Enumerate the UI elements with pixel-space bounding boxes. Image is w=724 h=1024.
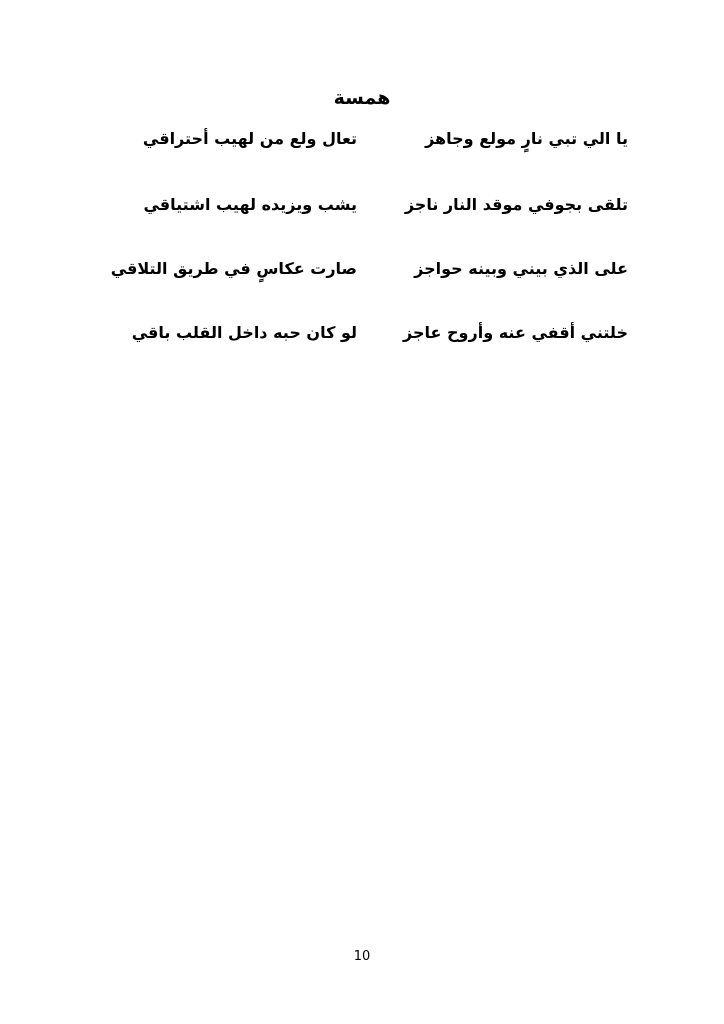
verse-2-second-hemistich: يشب ويزيده لهيب اشتياقي <box>143 195 357 214</box>
verse-4-first-hemistich: خلتني أقفي عنه وأروح عاجز <box>403 323 628 342</box>
verse-3 <box>0 254 724 284</box>
verse-2-first-hemistich: تلقى بجوفي موقد النار ناجز <box>404 195 628 214</box>
verse-1-second-hemistich: تعال ولع من لهيب أحتراقي <box>142 129 357 148</box>
page-number: 10 <box>353 949 371 964</box>
verse-2 <box>0 190 724 220</box>
verse-1 <box>0 124 724 154</box>
verse-3-second-hemistich: صارت عكاسٍ في طريق التلاقي <box>110 259 357 278</box>
verse-4 <box>0 318 724 348</box>
poem-title: همسة <box>333 87 391 109</box>
verse-1-first-hemistich: يا الي تبي نارٍ مولع وجاهز <box>425 129 628 148</box>
verse-4-second-hemistich: لو كان حبه داخل القلب باقي <box>131 323 357 342</box>
verse-3-first-hemistich: على الذي بيني وبينه حواجز <box>414 259 628 278</box>
